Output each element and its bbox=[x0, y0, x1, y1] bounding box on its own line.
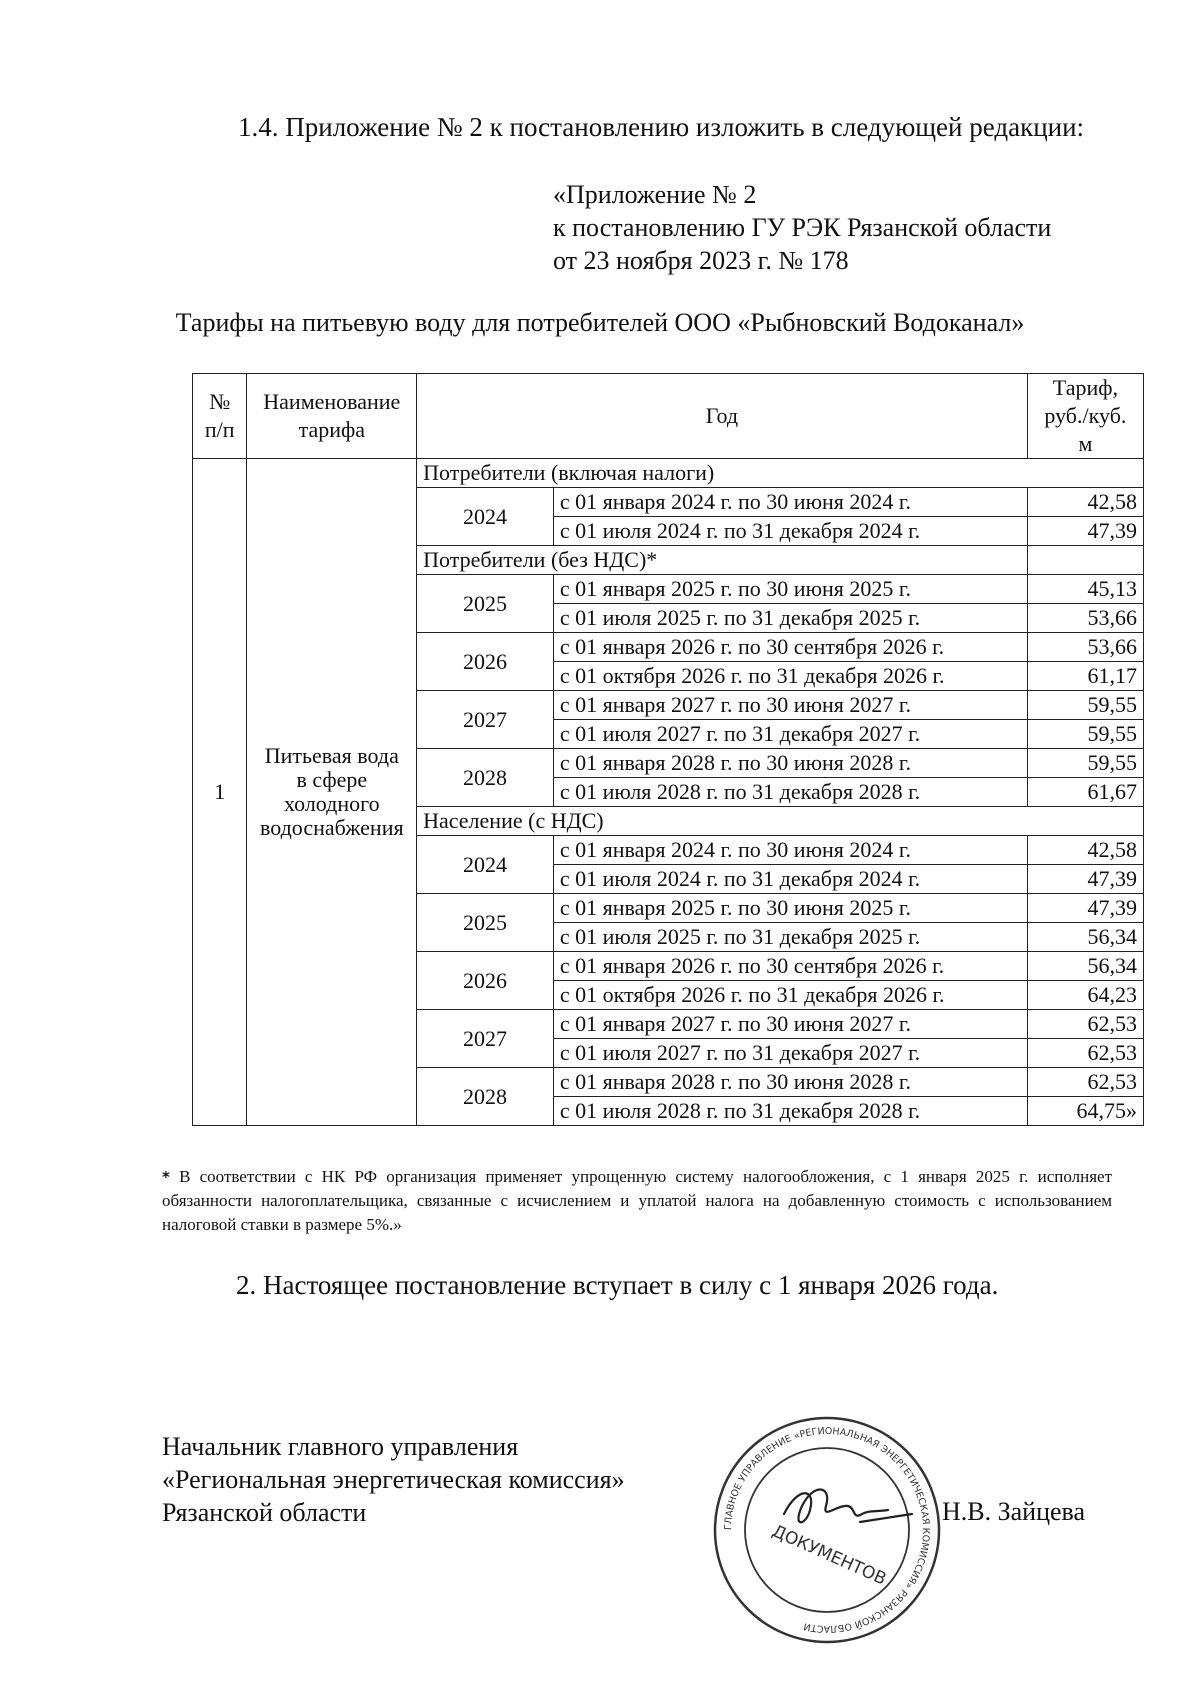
tariff-name-line1: Питьевая вода bbox=[264, 743, 399, 768]
official-stamp bbox=[702, 1410, 952, 1650]
tariff-value-cell: 64,23 bbox=[1027, 981, 1143, 1010]
period-cell: с 01 января 2028 г. по 30 июня 2028 г. bbox=[553, 1068, 1027, 1097]
header-number-line-2: п/п bbox=[204, 417, 235, 442]
item-2-text: 2. Настоящее постановление вступает в силу с 1 января 2026 года. bbox=[236, 1270, 999, 1300]
period-cell: с 01 июля 2027 г. по 31 декабря 2027 г. bbox=[553, 720, 1027, 749]
appendix-line-2: к постановлению ГУ РЭК Рязанской области bbox=[553, 213, 1052, 242]
period-cell: с 01 июля 2025 г. по 31 декабря 2025 г. bbox=[553, 923, 1027, 952]
period-cell: с 01 января 2027 г. по 30 июня 2027 г. bbox=[553, 691, 1027, 720]
period-cell: с 01 октября 2026 г. по 31 декабря 2026 г. bbox=[553, 662, 1027, 691]
period-cell: с 01 января 2025 г. по 30 июня 2025 г. bbox=[553, 894, 1027, 923]
section-title: Потребители (без НДС)* bbox=[417, 546, 1028, 575]
tariff-value-cell: 56,34 bbox=[1027, 952, 1143, 981]
signatory-position bbox=[162, 1430, 625, 1529]
appendix-line-3: от 23 ноября 2023 г. № 178 bbox=[553, 246, 849, 275]
header-number bbox=[193, 374, 247, 459]
stamp-inner-ring bbox=[745, 1448, 909, 1612]
row-number: 1 bbox=[193, 459, 247, 1126]
position-line-2: «Региональная энергетическая комиссия» bbox=[162, 1465, 625, 1494]
header-name-line-2: тарифа bbox=[298, 417, 366, 442]
year-cell: 2026 bbox=[417, 633, 554, 691]
header-tariff-name bbox=[247, 374, 417, 459]
table-header-row bbox=[193, 374, 1144, 459]
appendix-header bbox=[553, 178, 1051, 277]
year-cell: 2028 bbox=[417, 749, 554, 807]
tariff-name-line2: в сфере bbox=[296, 767, 368, 792]
tariff-value-cell: 47,39 bbox=[1027, 517, 1143, 546]
tariff-name-line4: водоснабжения bbox=[259, 815, 404, 840]
period-cell: с 01 июля 2024 г. по 31 декабря 2024 г. bbox=[553, 517, 1027, 546]
header-tariff-line-3: м bbox=[1078, 431, 1093, 456]
table-body bbox=[193, 459, 1144, 1126]
table-title: Тарифы на питьевую воду для потребителей ООО «Рыбновский Водоканал» bbox=[175, 308, 1025, 337]
year-cell: 2025 bbox=[417, 575, 554, 633]
period-cell: с 01 июля 2028 г. по 31 декабря 2028 г. bbox=[553, 778, 1027, 807]
section-title: Потребители (включая налоги) bbox=[417, 459, 1144, 488]
tariff-value-cell: 59,55 bbox=[1027, 691, 1143, 720]
period-cell: с 01 октября 2026 г. по 31 декабря 2026 г. bbox=[553, 981, 1027, 1010]
period-cell: с 01 января 2024 г. по 30 июня 2024 г. bbox=[553, 488, 1027, 517]
tariff-value-cell: 42,58 bbox=[1027, 836, 1143, 865]
header-tariff-line-2: руб./куб. bbox=[1044, 403, 1127, 428]
tariff-value-cell: 56,34 bbox=[1027, 923, 1143, 952]
stamp-outer-ring bbox=[715, 1418, 939, 1642]
tariff-value-cell: 47,39 bbox=[1027, 865, 1143, 894]
footnote-text: В соответствии с НК РФ организация применяет упрощенную систему налогообложения, с 1 января 2025 г. исполняет обязанности налогоплательщика, связанные с исчислением и уплатой налога на добавленную стоимость с использованием налоговой ставки в размере 5%.» bbox=[162, 1167, 1113, 1234]
section-title: Население (с НДС) bbox=[417, 807, 1144, 836]
section-empty-cell bbox=[1027, 546, 1143, 575]
item-1-4-text: 1.4. Приложение № 2 к постановлению изложить в следующей редакции: bbox=[238, 112, 1085, 142]
tariff-value-cell: 47,39 bbox=[1027, 894, 1143, 923]
period-cell: с 01 января 2028 г. по 30 июня 2028 г. bbox=[553, 749, 1027, 778]
period-cell: с 01 января 2025 г. по 30 июня 2025 г. bbox=[553, 575, 1027, 604]
header-year: Год bbox=[417, 374, 1028, 459]
tariff-value-cell: 53,66 bbox=[1027, 633, 1143, 662]
period-cell: с 01 июля 2027 г. по 31 декабря 2027 г. bbox=[553, 1039, 1027, 1068]
period-cell: с 01 июля 2024 г. по 31 декабря 2024 г. bbox=[553, 865, 1027, 894]
header-number-line-1: № bbox=[209, 389, 231, 414]
year-cell: 2027 bbox=[417, 691, 554, 749]
position-line-1: Начальник главного управления bbox=[162, 1432, 519, 1461]
footnote-star: * bbox=[162, 1168, 170, 1186]
tariff-value-cell: 59,55 bbox=[1027, 720, 1143, 749]
tariff-value-cell: 59,55 bbox=[1027, 749, 1143, 778]
tariff-name-line3: холодного bbox=[283, 791, 380, 816]
stamp-outer-text: ГЛАВНОЕ УПРАВЛЕНИЕ «РЕГИОНАЛЬНАЯ ЭНЕРГЕТИЧЕСКАЯ КОМИССИЯ» РЯЗАНСКОЙ ОБЛАСТИ bbox=[722, 1425, 932, 1635]
signer-name: Н.В. Зайцева bbox=[942, 1497, 1086, 1526]
header-tariff bbox=[1027, 374, 1143, 459]
section-row bbox=[193, 459, 1144, 488]
tariff-table bbox=[192, 373, 1144, 1126]
year-cell: 2024 bbox=[417, 488, 554, 546]
tariff-value-cell: 61,67 bbox=[1027, 778, 1143, 807]
year-cell: 2028 bbox=[417, 1068, 554, 1126]
year-cell: 2027 bbox=[417, 1010, 554, 1068]
period-cell: с 01 июля 2028 г. по 31 декабря 2028 г. bbox=[553, 1097, 1027, 1126]
year-cell: 2025 bbox=[417, 894, 554, 952]
footnote bbox=[162, 1165, 1112, 1237]
tariff-value-cell: 61,17 bbox=[1027, 662, 1143, 691]
stamp-center-text: ДОКУМЕНТОВ bbox=[768, 1521, 890, 1590]
tariff-name bbox=[247, 459, 417, 1126]
header-tariff-line-1: Тариф, bbox=[1052, 375, 1118, 400]
tariff-value-cell: 62,53 bbox=[1027, 1039, 1143, 1068]
period-cell: с 01 января 2026 г. по 30 сентября 2026 г. bbox=[553, 952, 1027, 981]
period-cell: с 01 января 2026 г. по 30 сентября 2026 г. bbox=[553, 633, 1027, 662]
year-cell: 2026 bbox=[417, 952, 554, 1010]
header-name-line-1: Наименование bbox=[263, 389, 401, 414]
tariff-value-cell: 45,13 bbox=[1027, 575, 1143, 604]
period-cell: с 01 января 2024 г. по 30 июня 2024 г. bbox=[553, 836, 1027, 865]
period-cell: с 01 января 2027 г. по 30 июня 2027 г. bbox=[553, 1010, 1027, 1039]
tariff-value-cell: 62,53 bbox=[1027, 1068, 1143, 1097]
period-cell: с 01 июля 2025 г. по 31 декабря 2025 г. bbox=[553, 604, 1027, 633]
tariff-value-cell: 53,66 bbox=[1027, 604, 1143, 633]
handwritten-signature bbox=[784, 1489, 912, 1522]
tariff-value-cell: 62,53 bbox=[1027, 1010, 1143, 1039]
year-cell: 2024 bbox=[417, 836, 554, 894]
tariff-value-cell: 42,58 bbox=[1027, 488, 1143, 517]
appendix-line-1: «Приложение № 2 bbox=[553, 180, 757, 209]
tariff-value-cell: 64,75» bbox=[1027, 1097, 1143, 1126]
position-line-3: Рязанской области bbox=[162, 1498, 367, 1527]
